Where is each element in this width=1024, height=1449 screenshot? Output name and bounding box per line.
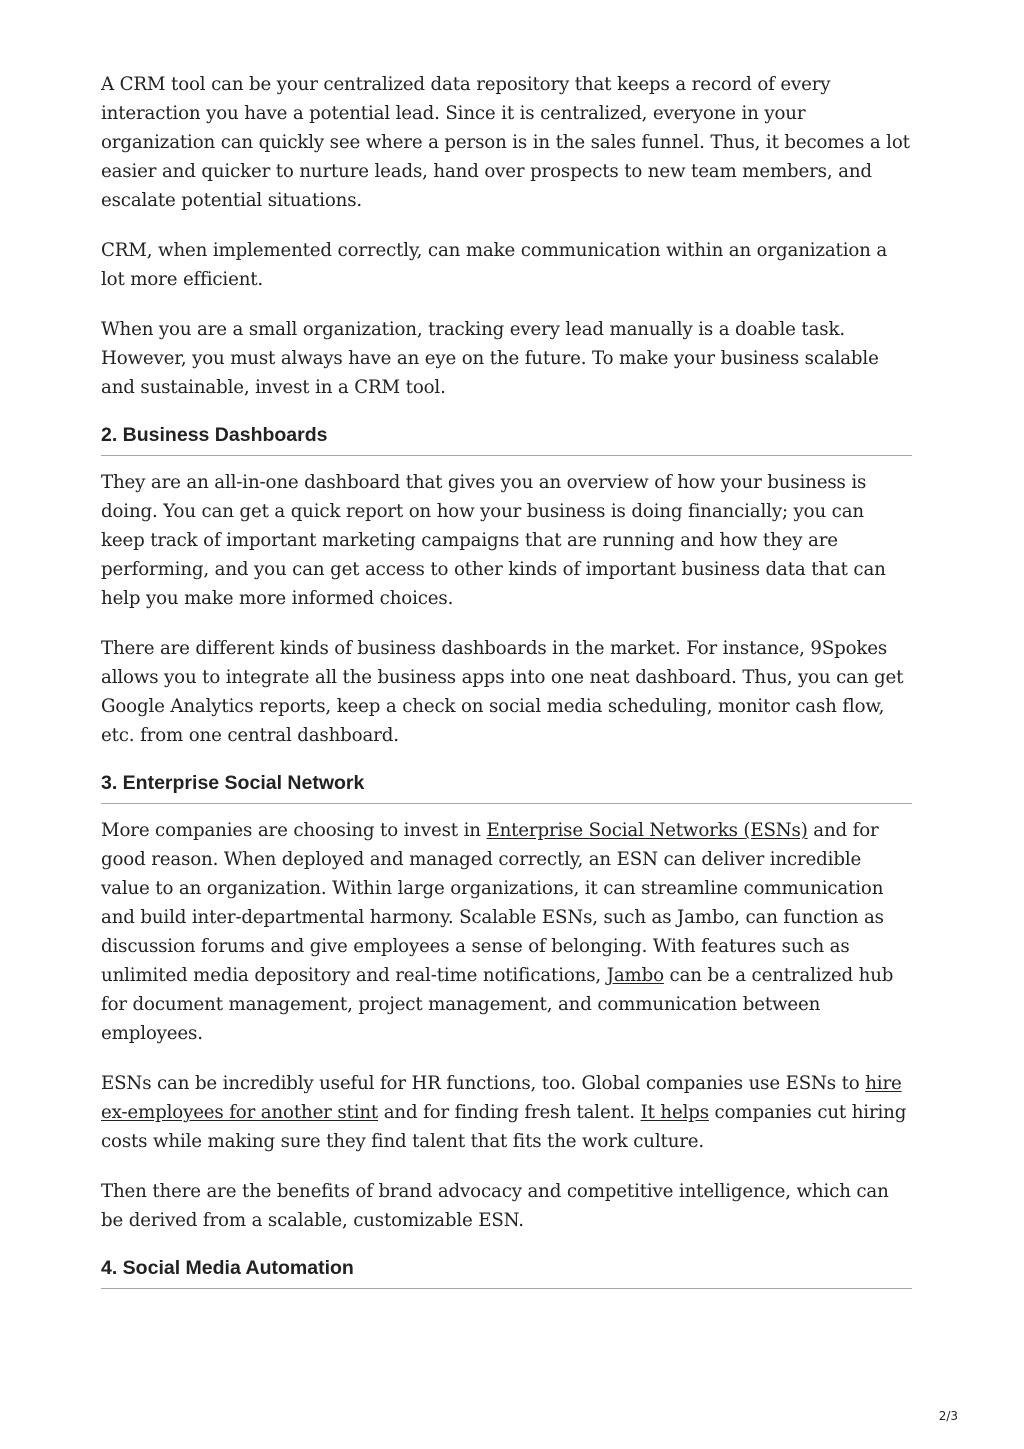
esn-intro-text-c: can be a centralized hub for document management, project management, and communication between employees. <box>101 965 894 1044</box>
link-it-helps[interactable]: It helps <box>640 1102 709 1123</box>
link-jambo[interactable]: Jambo <box>606 965 664 986</box>
paragraph-dashboards-overview: They are an all-in-one dashboard that gives you an overview of how your business is doing. You can get a quick report on how your business is doing financially; you can keep track of important marketing campaigns that are running and how they are performing, and you can get access to other kinds of important business data that can help you make more informed choices. <box>101 472 886 609</box>
paragraph-crm-scalable: When you are a small organization, tracking every lead manually is a doable task. However, you must always have an eye on the future. To make your business scalable and sustainable, invest in a CRM tool. <box>101 319 879 398</box>
esn-hr-text-b: and for finding fresh talent. <box>378 1102 641 1123</box>
esn-hr-text-c: companies cut hiring costs while making sure they find talent that fits the work culture. <box>101 1102 907 1152</box>
link-hire-ex-employees[interactable]: hire ex-employees for another stint <box>101 1073 902 1123</box>
paragraph-esn-brand-advocacy: Then there are the benefits of brand advocacy and competitive intelligence, which can be derived from a scalable, customizable ESN. <box>101 1181 889 1231</box>
paragraph-esn-intro <box>101 816 912 1048</box>
heading-enterprise-social-network: 3. Enterprise Social Network <box>101 771 912 804</box>
heading-social-media-automation: 4. Social Media Automation <box>101 1256 912 1289</box>
paragraph-crm-repository: A CRM tool can be your centralized data repository that keeps a record of every interaction you have a potential lead. Since it is centralized, everyone in your organization can quickly see where a person is in the sales funnel. Thus, it becomes a lot easier and quicker to nurture leads, hand over prospects to new team members, and escalate potential situations. <box>101 74 910 211</box>
page-number: 2/3 <box>938 1409 958 1423</box>
paragraph-crm-communication: CRM, when implemented correctly, can make communication within an organization a lot more efficient. <box>101 240 888 290</box>
heading-business-dashboards: 2. Business Dashboards <box>101 423 912 456</box>
esn-intro-text-b: and for good reason. When deployed and managed correctly, an ESN can deliver incredible value to an organization. Within large organizations, it can streamline communication and build inter-departmental harmony. Scalable ESNs, such as Jambo, can function as discussion forums and give employees a sense of belonging. With features such as unlimited media depository and real-time notifications, <box>101 820 884 986</box>
paragraph-esn-hr <box>101 1069 912 1156</box>
link-enterprise-social-networks[interactable]: Enterprise Social Networks (ESNs) <box>486 820 808 841</box>
esn-hr-text-a: ESNs can be incredibly useful for HR functions, too. Global companies use ESNs to <box>101 1073 866 1094</box>
article-body <box>101 70 912 1301</box>
esn-intro-text-a: More companies are choosing to invest in <box>101 820 487 841</box>
paragraph-dashboards-kinds: There are different kinds of business dashboards in the market. For instance, 9Spokes allows you to integrate all the business apps into one neat dashboard. Thus, you can get Google Analytics reports, keep a check on social media scheduling, monitor cash flow, etc. from one central dashboard. <box>101 638 904 746</box>
